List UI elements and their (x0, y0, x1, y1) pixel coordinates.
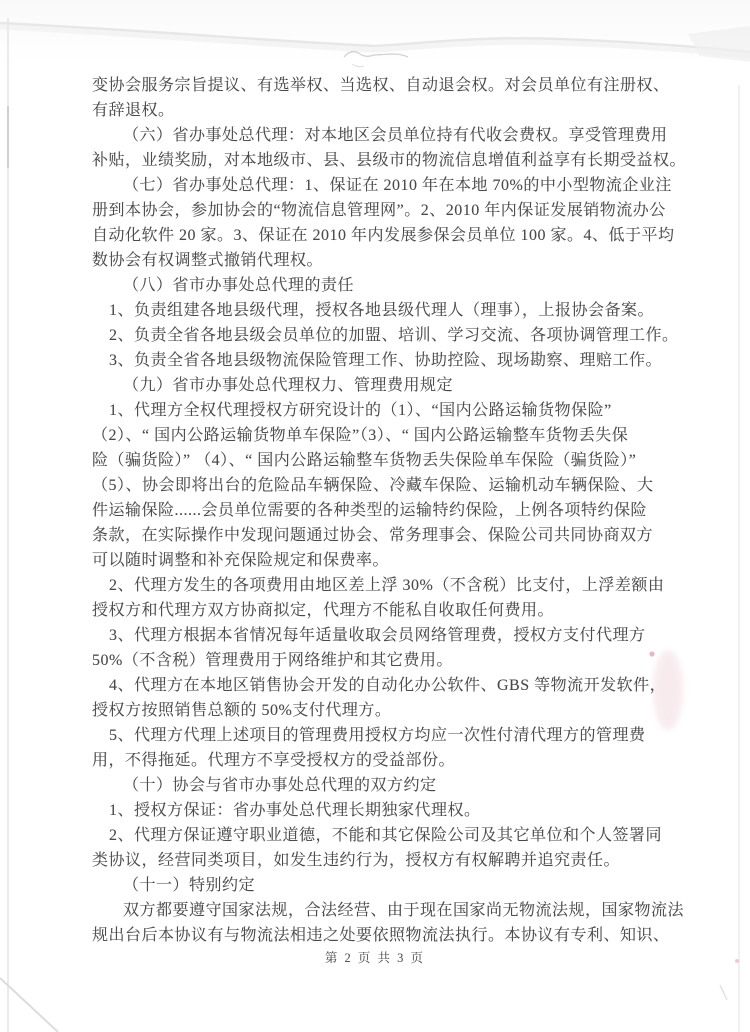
document-line: 授权方和代理方双方协商拟定，代理方不能私自收取任何费用。 (92, 602, 555, 619)
document-line: 2、代理方发生的各项费用由地区差上浮 30%（不含税）比支付，上浮差额由 (109, 577, 665, 594)
document-line: 双方都要遵守国家法规，合法经营、由于现在国家尚无物流法规，国家物流法 (123, 902, 685, 919)
document-line: （六）省办事处总代理：对本地区会员单位持有代收会费权。享受管理费用 (123, 127, 668, 144)
paper-edge-shadow-top-soft (0, 27, 750, 56)
document-line: 4、代理方在本地区销售协会开发的自动化办公软件、GBS 等物流开发软件， (109, 677, 667, 694)
document-body (92, 73, 687, 948)
document-line: 规出台后本协议有与物流法相违之处要依照物流法执行。本协议有专利、知识、 (92, 927, 670, 944)
document-line: 50%（不含税）管理费用于网络维护和其它费用。 (92, 652, 453, 669)
document-line: 自动化软件 20 家。3、保证在 2010 年内发展参保会员单位 100 家。4、低于平均 (92, 227, 675, 244)
document-line: （2）、“ 国内公路运输货物单车保险”（3）、“ 国内公路运输整车货物丢失保 (92, 427, 629, 444)
document-line: 有辞退权。 (92, 102, 175, 119)
document-line: 授权方按照销售总额的 50%支付代理方。 (92, 702, 392, 719)
document-line: （八）省市办事处总代理的责任 (123, 277, 355, 294)
document-line: 1、授权方保证：省办事处总代理长期独家代理权。 (109, 802, 481, 819)
document-line: 可以随时调整和补充保险规定和保费率。 (92, 552, 390, 569)
document-line: 变协会服务宗旨提议、有选举权、当选权、自动退会权。对会员单位有注册权、 (92, 77, 670, 94)
document-line: （九）省市办事处总代理权力、管理费用规定 (123, 377, 454, 394)
document-line: 2、代理方保证遵守职业道德，不能和其它保险公司及其它单位和个人签署同 (109, 827, 663, 844)
document-line: （七）省办事处总代理：1、保证在 2010 年在本地 70%的中小型物流企业注 (123, 177, 672, 194)
bottom-right-gray-mark (720, 985, 727, 1000)
document-line: 用，不得拖延。代理方不享受授权方的受益部份。 (92, 752, 456, 769)
document-line: 件运输保险......会员单位需要的各种类型的运输特约保险，上例各项特约保险 (92, 502, 648, 519)
document-line: 条款，在实际操作中发现问题通过协会、常务理事会、保险公司共同协商双方 (92, 527, 654, 544)
document-line: 险（骗货险）” （4）、“ 国内公路运输整车货物丢失保险单车保险（骗货险）” (92, 452, 637, 469)
document-line: 数协会有权调整式撤销代理权。 (92, 252, 324, 269)
document-line: （十一）特别约定 (123, 877, 256, 894)
document-line: 补贴，业绩奖励，对本地级市、县、县级市的物流信息增值利益享有长期受益权。 (92, 152, 687, 169)
paper-edge-shadow-top (0, 23, 750, 52)
document-line: 3、代理方根据本省情况每年适量收取会员网络管理费，授权方支付代理方 (109, 627, 646, 644)
page-number: 第 2 页 共 3 页 (324, 951, 426, 965)
document-line: 5、代理方代理上述项目的管理费用授权方均应一次性付清代理方的管理费 (109, 727, 646, 744)
document-line: 类协议，经营同类项目，如发生违约行为，授权方有权解聘并追究责任。 (92, 852, 621, 869)
top-center-pencil-squiggle (344, 52, 408, 57)
document-line: 册到本协会，参加协会的“物流信息管理网”。2、2010 年内保证发展销物流办公 (92, 202, 666, 219)
document-line: 1、负责组建各地县级代理，授权各地县级代理人（理事），上报协会备案。 (109, 302, 655, 319)
top-right-shadow-patch (688, 26, 750, 62)
document-line: 1、代理方全权代理授权方研究设计的（1）、“国内公路运输货物保险” (109, 402, 612, 419)
bottom-left-corner-line (0, 978, 58, 1032)
document-line: （十）协会与省市办事处总代理的双方约定 (123, 777, 437, 794)
top-center-pencil-squiggle-tail (352, 64, 364, 67)
document-line: （5）、协会即将出台的危险品车辆保险、冷藏车保险、运输机动车辆保险、大 (92, 477, 654, 494)
document-line: 2、负责全省各地县级会员单位的加盟、培训、学习交流、各项协调管理工作。 (109, 327, 679, 344)
document-line: 3、负责全省各地县级物流保险管理工作、协助控险、现场勘察、理赔工作。 (109, 352, 663, 369)
